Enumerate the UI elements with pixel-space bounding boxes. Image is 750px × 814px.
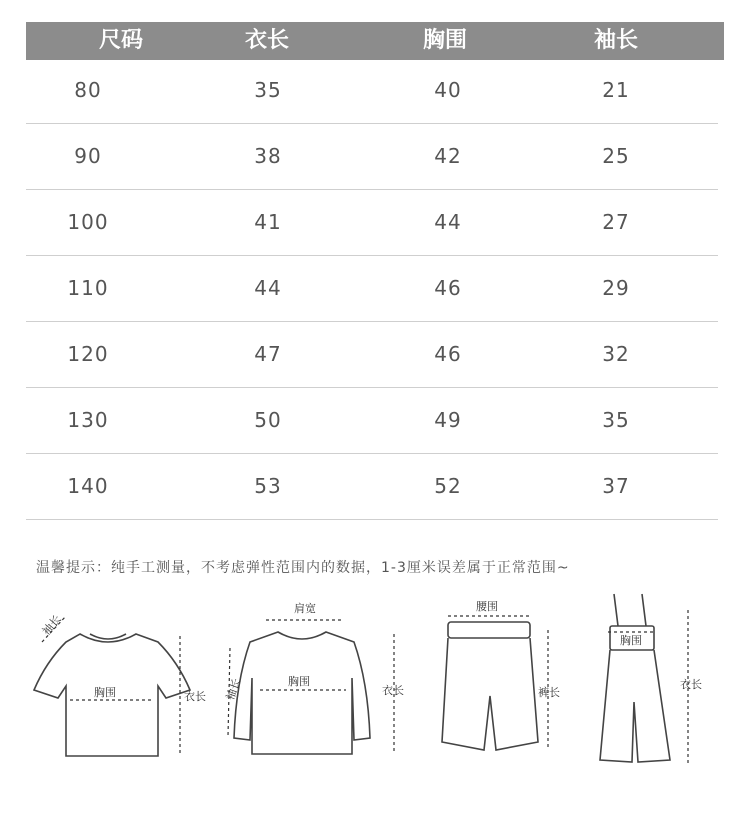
sleeve-label: 袖长 (39, 612, 64, 638)
table-row (26, 454, 718, 520)
length-label: 衣长 (382, 684, 404, 697)
cell-chest: 46 (434, 342, 462, 366)
cell-size: 110 (67, 276, 109, 300)
sleeve-label: 袖长 (223, 676, 244, 702)
cell-sleeve: 37 (602, 474, 630, 498)
cell-length: 44 (254, 276, 282, 300)
chest-label: 胸围 (288, 675, 310, 688)
cell-size: 130 (67, 408, 109, 432)
length-label: 衣长 (184, 690, 206, 703)
table-row (26, 190, 718, 256)
cell-sleeve: 25 (602, 144, 630, 168)
cell-sleeve: 35 (602, 408, 630, 432)
header-chest: 胸围 (422, 28, 467, 53)
cell-length: 50 (254, 408, 282, 432)
cell-chest: 42 (434, 144, 462, 168)
table-header (26, 22, 724, 60)
cell-chest: 46 (434, 276, 462, 300)
cell-length: 53 (254, 474, 282, 498)
cell-chest: 40 (434, 78, 462, 102)
header-size: 尺码 (98, 28, 143, 53)
chest-label: 胸围 (94, 686, 116, 699)
chest-label: 胸围 (620, 634, 642, 647)
table-row (26, 124, 718, 190)
length-label: 衣长 (680, 678, 702, 691)
shoulder-label: 肩宽 (294, 602, 316, 615)
cell-chest: 49 (434, 408, 462, 432)
cell-size: 90 (74, 144, 102, 168)
cell-size: 100 (67, 210, 109, 234)
sweater-diagram (218, 592, 418, 772)
row-divider (26, 519, 718, 520)
cell-size: 120 (67, 342, 109, 366)
measurement-note: 温馨提示：纯手工测量，不考虑弹性范围内的数据，1-3厘米误差属于正常范围~ (36, 560, 570, 576)
tshirt-diagram (18, 592, 218, 772)
cell-length: 35 (254, 78, 282, 102)
header-length: 衣长 (244, 28, 289, 53)
table-row (26, 322, 718, 388)
table-row (26, 58, 718, 124)
cell-length: 47 (254, 342, 282, 366)
cell-length: 41 (254, 210, 282, 234)
cell-size: 140 (67, 474, 109, 498)
cell-length: 38 (254, 144, 282, 168)
length-label: 裤长 (538, 686, 560, 699)
table-row (26, 388, 718, 454)
waist-label: 腰围 (476, 600, 498, 613)
cell-chest: 52 (434, 474, 462, 498)
overalls-diagram (590, 592, 730, 772)
cell-sleeve: 27 (602, 210, 630, 234)
header-sleeve: 袖长 (593, 28, 638, 53)
cell-size: 80 (74, 78, 102, 102)
pants-diagram (430, 592, 570, 772)
cell-chest: 44 (434, 210, 462, 234)
cell-sleeve: 32 (602, 342, 630, 366)
cell-sleeve: 29 (602, 276, 630, 300)
cell-sleeve: 21 (602, 78, 630, 102)
table-row (26, 256, 718, 322)
